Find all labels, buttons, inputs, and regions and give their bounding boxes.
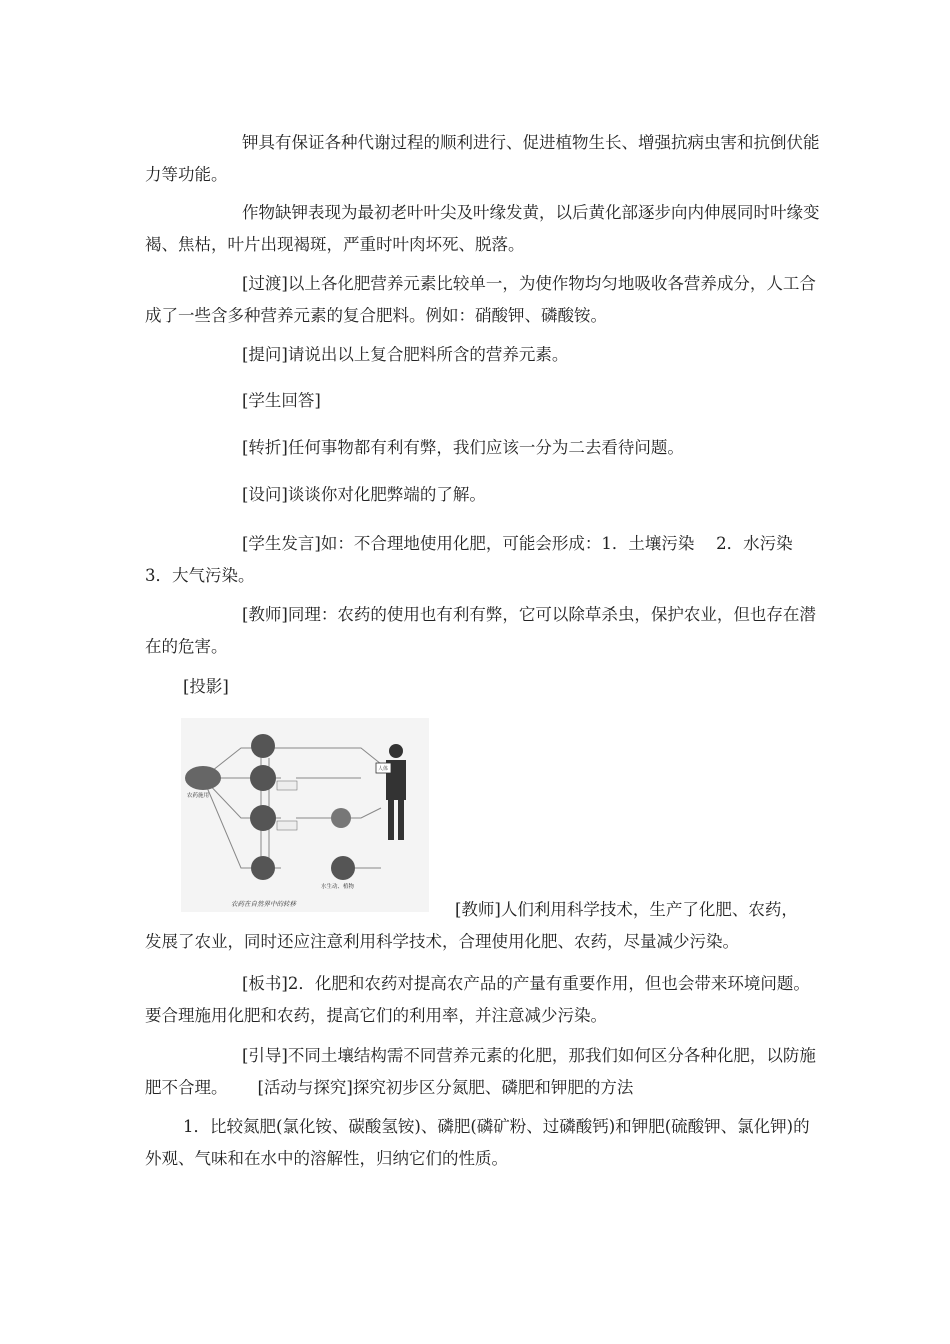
figure-node-human: 人体	[378, 766, 389, 772]
paragraph-compare-fertilizers: 1．比较氮肥(氯化铵、碳酸氢铵)、磷肥(磷矿粉、过磷酸钙)和钾肥(硫酸钾、氯化钾)的外观、气味和在水中的溶解性，归纳它们的性质。	[145, 1117, 810, 1168]
paragraph-transition: [过渡]以上各化肥营养元素比较单一，为使作物均匀地吸收各营养成分，人工合成了一些含多种营养元素的复合肥料。例如：硝酸钾、磷酸铵。	[145, 274, 816, 325]
figure-node-left: 农药施用	[187, 793, 210, 799]
paragraph-student-answer: [学生回答]	[242, 391, 321, 410]
paragraph-question: [提问]请说出以上复合肥料所含的营养元素。	[242, 345, 569, 364]
pesticide-transfer-figure	[181, 718, 429, 912]
paragraph-teacher-technology-first-line: [教师]人们利用科学技术，生产了化肥、农药，	[455, 900, 798, 919]
paragraph-turn: [转折]任何事物都有利有弊，我们应该一分为二去看待问题。	[242, 438, 684, 457]
paragraph-teacher-pesticide: [教师]同理：农药的使用也有利有弊，它可以除草杀虫，保护农业，但也存在潜在的危害。	[145, 605, 816, 656]
paragraph-student-speech: [学生发言]如：不合理地使用化肥，可能会形成：1．土壤污染 2．水污染 3．大气污染。	[145, 534, 810, 585]
paragraph-teacher-technology-second-line: 发展了农业，同时还应注意利用科学技术，合理使用化肥、农药，尽量减少污染。	[145, 932, 739, 951]
paragraph-projection: [投影]	[183, 677, 229, 696]
paragraph-guide: [引导]不同土壤结构需不同营养元素的化肥，那我们如何区分各种化肥，以防施肥不合理。 [活动与探究]探究初步区分氮肥、磷肥和钾肥的方法	[145, 1046, 816, 1097]
paragraph-set-question: [设问]谈谈你对化肥弊端的了解。	[242, 485, 486, 504]
paragraph-blackboard: [板书]2．化肥和农药对提高农产品的产量有重要作用，但也会带来环境问题。要合理施用化肥和农药，提高它们的利用率，并注意减少污染。	[145, 974, 810, 1025]
paragraph-potassium-deficiency: 作物缺钾表现为最初老叶叶尖及叶缘发黄，以后黄化部逐步向内伸展同时叶缘变褐、焦枯，叶片出现褐斑，严重时叶肉坏死、脱落。	[145, 203, 820, 254]
figure-caption: 农药在自然界中的转移	[231, 900, 296, 908]
figure-node-bottom: 水生动、植物	[321, 884, 355, 890]
paragraph-potassium-function: 钾具有保证各种代谢过程的顺利进行、促进植物生长、增强抗病虫害和抗倒伏能力等功能。	[145, 133, 820, 184]
